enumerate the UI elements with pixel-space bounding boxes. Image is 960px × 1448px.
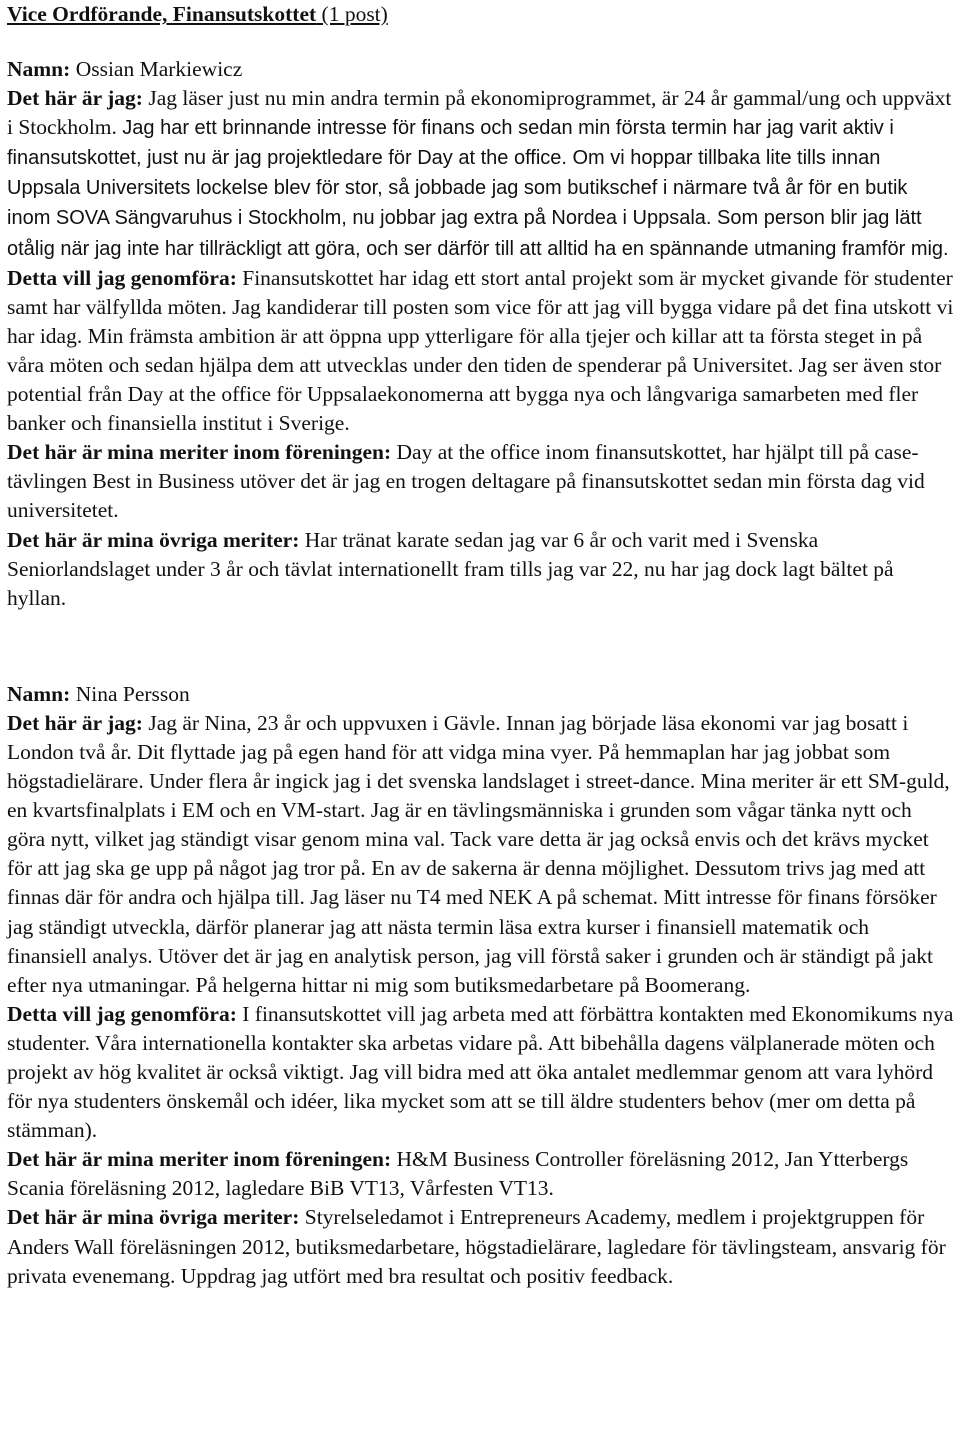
about-paragraph: [7, 84, 954, 264]
section-title-text: Vice Ordförande, Finansutskottet: [7, 2, 317, 26]
other-merits-text: Styrelseledamot i Entrepreneurs Academy, medlem i projektgruppen för Anders Wall föreläsningen 2012, butiksmedarbetare, högstadielärare, lagledare för tävlingsteam, ansvarig för privata evenemang. Uppdrag jag utfört med bra resultat och positiv feedback.: [7, 1205, 946, 1288]
candidate-name: Nina Persson: [75, 681, 190, 706]
association-merits-paragraph: [7, 438, 954, 525]
about-paragraph: [7, 709, 954, 1000]
about-text: Jag är Nina, 23 år och uppvuxen i Gävle. Innan jag började läsa ekonomi var jag bosatt i London två år. Dit flyttade jag på egen hand för att vidga mina vyer. På hemmaplan har jag jobbat som högstadielärare. Under flera år ingick jag i det svenska landslaget i street-dance. Mina meriter är ett SM-guld, en kvartsfinalplats i EM och en VM-start. Jag är en tävlingsmänniska i grunden som vågar tänka nytt och göra nytt, vilket jag ständigt visar genom mina val. Tack vare detta är jag också envis och det krävs mycket för att jag ska ge upp på något jag tror på. En av de sakerna är denna möjlighet. Dessutom trivs jag med att finnas där för andra och hjälpa till. Jag läser nu T4 med NEK A på schemat. Mitt intresse för finans försöker jag ständigt utveckla, därför planerar jag att nästa termin läsa extra kurser i finansiell matematik och finansiell analys. Utöver det är jag en analytisk person, jag vill förstå saker i grunden och är ständigt på jakt efter nya utmaningar. På helgerna hittar ni mig som butiksmedarbetare på Boomerang.: [7, 710, 950, 997]
other-merits-paragraph: [7, 1203, 954, 1290]
section-title: [7, 0, 954, 29]
association-merits-paragraph: [7, 1145, 954, 1203]
candidate-name: Ossian Markiewicz: [75, 57, 243, 81]
candidate-name-line: [7, 680, 954, 709]
association-merits-label: Det här är mina meriter inom föreningen:: [7, 440, 392, 465]
candidate-name-line: [7, 55, 954, 84]
name-label: Namn:: [7, 681, 71, 706]
about-label: Det här är jag:: [7, 710, 143, 735]
goals-text: I finansutskottet vill jag arbeta med att förbättra kontakten med Ekonomikums nya studenter. Våra internationella kontakter ska arbetas vidare på. Att bibehålla dagens välplanerade möten och projekt av hög kvalitet är också viktigt. Jag vill bidra med att öka antalet medlemmar genom att vara lyhörd för nya studenters önskemål och idéer, lika mycket som att se till äldre studenters behov (mer om detta på stämman).: [7, 1001, 954, 1143]
name-label: Namn:: [7, 57, 71, 81]
goals-label: Detta vill jag genomföra:: [7, 265, 237, 290]
association-merits-label: Det här är mina meriter inom föreningen:: [7, 1147, 392, 1172]
other-merits-label: Det här är mina övriga meriter:: [7, 527, 300, 552]
other-merits-paragraph: [7, 526, 954, 613]
candidate-entry: [7, 680, 954, 1291]
goals-paragraph: [7, 1000, 954, 1145]
candidate-entry: [7, 55, 954, 613]
goals-text: Finansutskottet har idag ett stort antal projekt som är mycket givande för studenter samt har välfyllda möten. Jag kandiderar till posten som vice för att jag vill bygga vidare på det fina utskott vi har idag. Min främsta ambition är att öppna upp ytterligare för alla tjejer och killar att ta första steget in på våra möten och sedan hjälpa dem att utvecklas under den tiden de spenderar på Universitet. Jag ser även stor potential från Day at the office för Uppsalaekonomerna att bygga nya och långvariga samarbeten med fler banker och finansiella institut i Sverige.: [7, 265, 954, 436]
post-count: (1 post): [321, 2, 388, 26]
other-merits-label: Det här är mina övriga meriter:: [7, 1205, 300, 1230]
association-merits-text: H&M Business Controller föreläsning 2012, Jan Ytterbergs Scania föreläsning 2012, lagledare BiB VT13, Vårfesten VT13.: [7, 1147, 909, 1201]
other-merits-text: Har tränat karate sedan jag var 6 år och varit med i Svenska Seniorlandslaget under 3 år och tävlat internationellt fram tills jag var 22, nu har jag dock lagt bältet på hyllan.: [7, 527, 894, 610]
association-merits-text: Day at the office inom finansutskottet, har hjälpt till på case-tävlingen Best in Business utöver det är jag en trogen deltagare på finansutskottet sedan min första dag vid universitetet.: [7, 440, 925, 523]
goals-paragraph: [7, 264, 954, 439]
about-text: Jag läser just nu min andra termin på ekonomiprogrammet, är 24 år gammal/ung och uppväxt i Stockholm.: [7, 86, 952, 140]
about-text-continued: Jag har ett brinnande intresse för finans och sedan min första termin har jag varit aktiv i finansutskottet, just nu är jag projektledare för Day at the office. Om vi hoppar tillbaka lite tills innan Uppsala Universitets lockelse blev för stor, så jobbade jag som butikschef i närmare två år för en butik inom SOVA Sängvaruhus i Stockholm, nu jobbar jag extra på Nordea i Uppsala. Som person blir jag lätt otålig när jag inte har tillräckligt att göra, och ser därför till att alltid ha en spännande utmaning framför mig.: [7, 117, 949, 260]
goals-label: Detta vill jag genomföra:: [7, 1001, 237, 1026]
about-label: Det här är jag:: [7, 86, 143, 111]
